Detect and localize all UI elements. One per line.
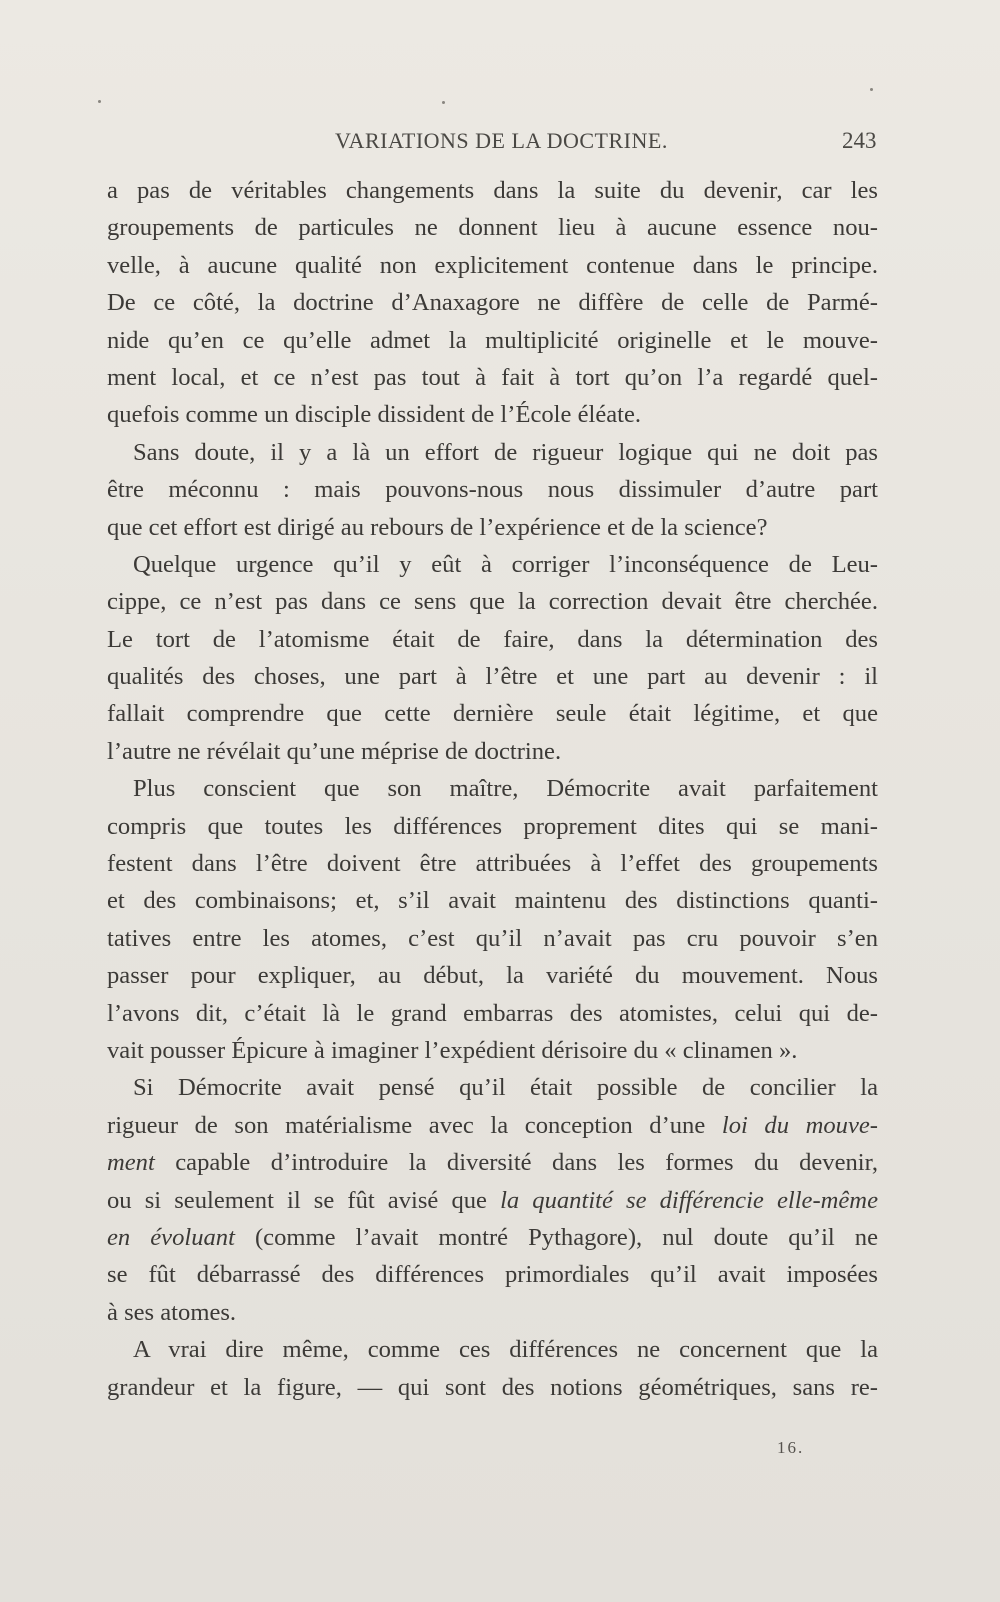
text-line: Le tort de l’atomisme était de faire, dans la détermination des [107,625,878,653]
italic-phrase: la quantité se différencie elle-même [500,1186,878,1214]
running-head [0,128,1000,164]
italic-phrase: en évoluant [107,1223,235,1251]
text-line: que cet effort est dirigé au rebours de l’expérience et de la science? [107,513,768,541]
text-line: quefois comme un disciple dissident de l’École éléate. [107,401,642,429]
text-line: tatives entre les atomes, c’est qu’il n’avait pas cru pouvoir s’en [107,924,878,952]
text-line: Si Démocrite avait pensé qu’il était possible de concilier la [133,1074,878,1102]
paragraph [107,172,878,434]
paragraph [107,546,878,770]
paragraph [107,1331,878,1406]
signature-mark: 16. [777,1438,805,1457]
text-line: velle, à aucune qualité non explicitement contenue dans le principe. [107,251,878,279]
text-line: l’avons dit, c’était là le grand embarras des atomistes, celui qui de- [107,999,878,1027]
body-text [107,172,878,1406]
paper-speck [442,101,445,104]
text-line: grandeur et la figure, — qui sont des notions géométriques, sans re- [107,1373,878,1401]
text-line: De ce côté, la doctrine d’Anaxagore ne diffère de celle de Parmé- [107,289,878,317]
text-line: Quelque urgence qu’il y eût à corriger l’inconséquence de Leu- [133,550,878,578]
text-line: qualités des choses, une part à l’être et une part au devenir : il [107,663,878,691]
text-line: l’autre ne révélait qu’une méprise de doctrine. [107,737,562,765]
text-line: rigueur de son matérialisme avec la conception d’une loi du mouve- [107,1111,878,1139]
text-line: et des combinaisons; et, s’il avait maintenu des distinctions quanti- [107,887,878,915]
text-line: vait pousser Épicure à imaginer l’expédient dérisoire du « clinamen ». [107,1036,798,1064]
text-line: nide qu’en ce qu’elle admet la multiplicité originelle et le mouve- [107,326,878,354]
paragraph [107,434,878,546]
running-title: VARIATIONS DE LA DOCTRINE. [335,128,668,153]
text-line: Sans doute, il y a là un effort de rigueur logique qui ne doit pas [133,438,878,466]
text-line: a pas de véritables changements dans la suite du devenir, car les [107,177,878,204]
italic-phrase: loi du mouve- [721,1111,878,1139]
page-number: 243 [842,128,877,153]
paragraph [107,770,878,1069]
text-line: en évoluant (comme l’avait montré Pythagore), nul doute qu’il ne [107,1223,878,1251]
text-line: fallait comprendre que cette dernière seule était légitime, et que [107,700,878,728]
text-line: passer pour expliquer, au début, la variété du mouvement. Nous [107,962,878,990]
paragraph [107,1069,878,1331]
text-line: groupements de particules ne donnent lieu à aucune essence nou- [107,214,878,242]
text-line: à ses atomes. [107,1298,237,1326]
text-line: se fût débarrassé des différences primordiales qu’il avait imposées [107,1261,878,1289]
text-line: cippe, ce n’est pas dans ce sens que la correction devait être cherchée. [107,588,878,616]
text-line: A vrai dire même, comme ces différences ne concernent que la [133,1336,878,1364]
text-line: festent dans l’être doivent être attribuées à l’effet des groupements [107,850,878,878]
italic-phrase: ment [107,1149,155,1177]
text-line: Plus conscient que son maître, Démocrite avait parfaitement [133,775,878,803]
paper-speck [98,100,101,103]
text-line: ment capable d’introduire la diversité dans les formes du devenir, [107,1149,878,1177]
text-line: être méconnu : mais pouvons-nous nous dissimuler d’autre part [107,476,878,504]
text-line: ment local, et ce n’est pas tout à fait à tort qu’on l’a regardé quel- [107,363,878,391]
paper-speck [870,88,873,91]
text-line: compris que toutes les différences proprement dites qui se mani- [107,812,878,840]
text-line: ou si seulement il se fût avisé que la quantité se différencie elle-même [107,1186,878,1214]
